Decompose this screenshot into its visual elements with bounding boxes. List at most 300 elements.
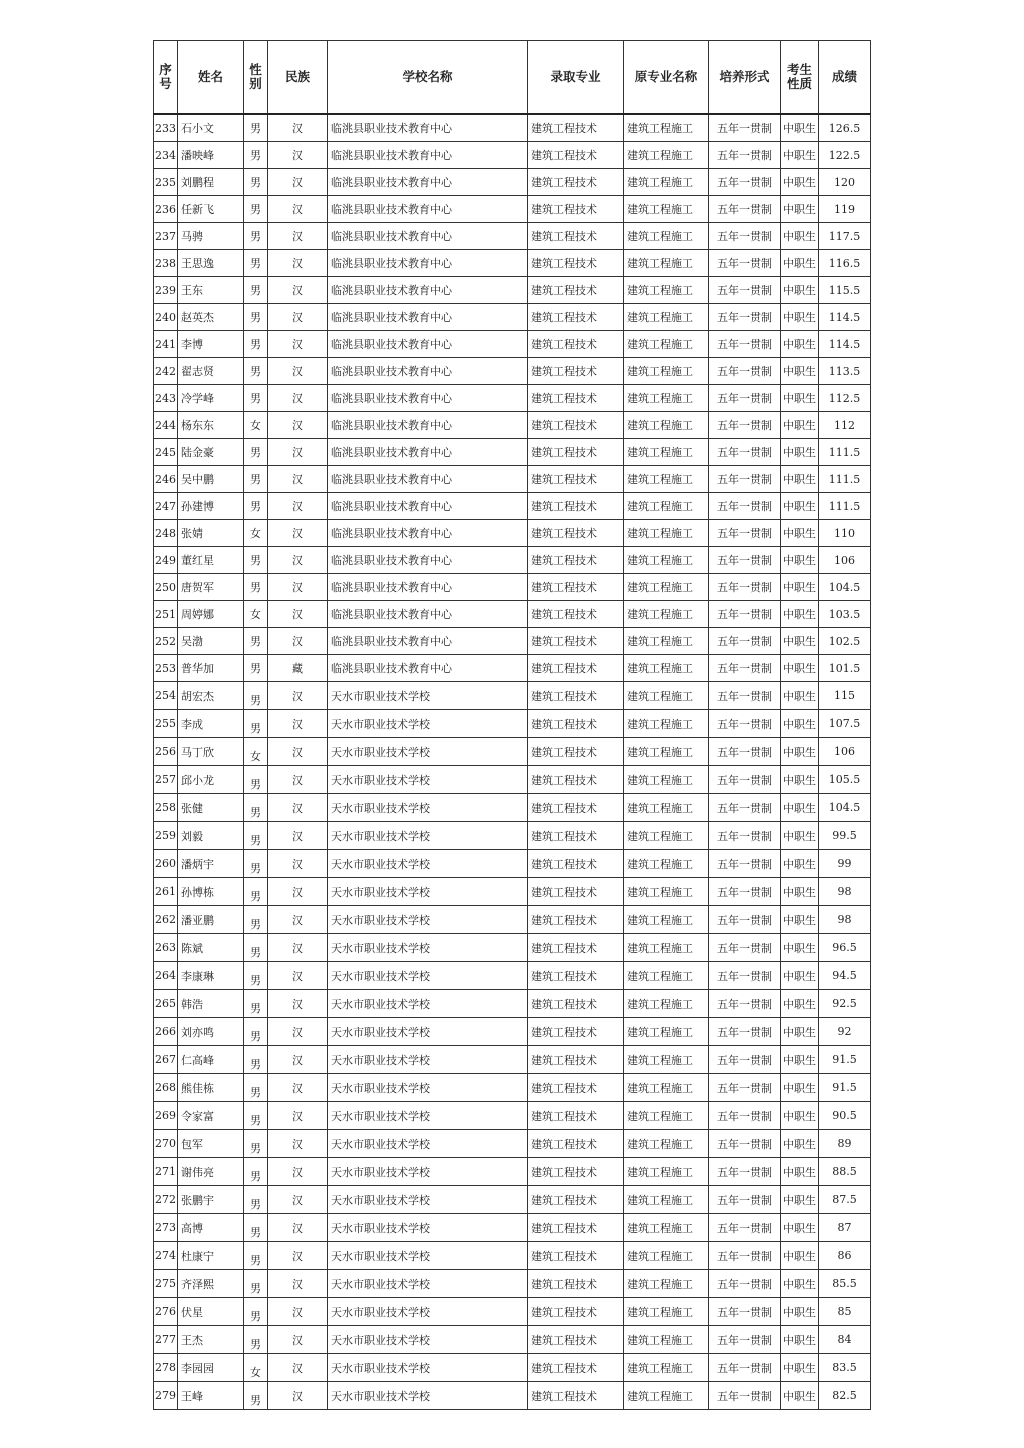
cell-school: 天水市职业技术学校 <box>328 1046 528 1074</box>
cell-type: 中职生 <box>781 574 819 601</box>
cell-no: 274 <box>154 1242 178 1270</box>
cell-name: 潘映峰 <box>178 142 244 169</box>
cell-orig-major: 建筑工程施工 <box>624 196 709 223</box>
cell-ethnic: 汉 <box>268 412 328 439</box>
cell-major: 建筑工程技术 <box>528 493 624 520</box>
cell-sex: 男 <box>244 304 268 331</box>
cell-form: 五年一贯制 <box>709 822 781 850</box>
cell-no: 273 <box>154 1214 178 1242</box>
cell-type: 中职生 <box>781 1186 819 1214</box>
cell-score: 104.5 <box>819 794 871 822</box>
table-row <box>154 385 871 412</box>
cell-ethnic: 汉 <box>268 439 328 466</box>
cell-form: 五年一贯制 <box>709 990 781 1018</box>
cell-ethnic: 汉 <box>268 1102 328 1130</box>
cell-major: 建筑工程技术 <box>528 822 624 850</box>
cell-school: 临洮县职业技术教育中心 <box>328 574 528 601</box>
cell-type: 中职生 <box>781 1354 819 1382</box>
cell-school: 天水市职业技术学校 <box>328 682 528 710</box>
cell-major: 建筑工程技术 <box>528 628 624 655</box>
cell-type: 中职生 <box>781 850 819 878</box>
col-header-type: 考生 性质 <box>781 41 819 115</box>
cell-form: 五年一贯制 <box>709 1046 781 1074</box>
cell-name: 董红星 <box>178 547 244 574</box>
cell-ethnic: 汉 <box>268 250 328 277</box>
cell-no: 261 <box>154 878 178 906</box>
cell-sex: 男 <box>244 1102 268 1130</box>
cell-major: 建筑工程技术 <box>528 766 624 794</box>
cell-no: 268 <box>154 1074 178 1102</box>
cell-sex: 男 <box>244 1046 268 1074</box>
cell-form: 五年一贯制 <box>709 493 781 520</box>
cell-no: 260 <box>154 850 178 878</box>
cell-major: 建筑工程技术 <box>528 1382 624 1410</box>
cell-score: 87 <box>819 1214 871 1242</box>
cell-name: 陈斌 <box>178 934 244 962</box>
cell-orig-major: 建筑工程施工 <box>624 1354 709 1382</box>
cell-form: 五年一贯制 <box>709 1214 781 1242</box>
cell-score: 115 <box>819 682 871 710</box>
cell-major: 建筑工程技术 <box>528 655 624 682</box>
cell-form: 五年一贯制 <box>709 1242 781 1270</box>
table-row <box>154 250 871 277</box>
cell-score: 116.5 <box>819 250 871 277</box>
cell-school: 临洮县职业技术教育中心 <box>328 439 528 466</box>
cell-school: 临洮县职业技术教育中心 <box>328 547 528 574</box>
cell-no: 248 <box>154 520 178 547</box>
col-header-major: 录取专业 <box>528 41 624 115</box>
cell-name: 王思逸 <box>178 250 244 277</box>
cell-orig-major: 建筑工程施工 <box>624 655 709 682</box>
cell-no: 242 <box>154 358 178 385</box>
cell-score: 82.5 <box>819 1382 871 1410</box>
cell-score: 103.5 <box>819 601 871 628</box>
cell-form: 五年一贯制 <box>709 277 781 304</box>
cell-ethnic: 汉 <box>268 1354 328 1382</box>
table-header <box>154 41 871 115</box>
cell-name: 李康琳 <box>178 962 244 990</box>
cell-type: 中职生 <box>781 1130 819 1158</box>
table-row <box>154 277 871 304</box>
cell-school: 临洮县职业技术教育中心 <box>328 520 528 547</box>
cell-ethnic: 汉 <box>268 906 328 934</box>
cell-type: 中职生 <box>781 493 819 520</box>
cell-name: 石小文 <box>178 114 244 142</box>
cell-name: 赵英杰 <box>178 304 244 331</box>
cell-ethnic: 汉 <box>268 1382 328 1410</box>
col-header-name: 姓名 <box>178 41 244 115</box>
cell-name: 马骋 <box>178 223 244 250</box>
cell-orig-major: 建筑工程施工 <box>624 1158 709 1186</box>
cell-orig-major: 建筑工程施工 <box>624 1298 709 1326</box>
cell-type: 中职生 <box>781 169 819 196</box>
cell-score: 115.5 <box>819 277 871 304</box>
cell-orig-major: 建筑工程施工 <box>624 277 709 304</box>
cell-no: 266 <box>154 1018 178 1046</box>
table-row <box>154 962 871 990</box>
cell-major: 建筑工程技术 <box>528 850 624 878</box>
cell-orig-major: 建筑工程施工 <box>624 439 709 466</box>
cell-no: 234 <box>154 142 178 169</box>
table-row <box>154 766 871 794</box>
table-row <box>154 358 871 385</box>
cell-name: 伏星 <box>178 1298 244 1326</box>
cell-no: 239 <box>154 277 178 304</box>
cell-ethnic: 汉 <box>268 1074 328 1102</box>
cell-type: 中职生 <box>781 1326 819 1354</box>
cell-score: 110 <box>819 520 871 547</box>
cell-form: 五年一贯制 <box>709 1354 781 1382</box>
cell-name: 王峰 <box>178 1382 244 1410</box>
cell-type: 中职生 <box>781 1046 819 1074</box>
cell-ethnic: 汉 <box>268 520 328 547</box>
cell-no: 247 <box>154 493 178 520</box>
cell-no: 275 <box>154 1270 178 1298</box>
cell-type: 中职生 <box>781 628 819 655</box>
cell-orig-major: 建筑工程施工 <box>624 358 709 385</box>
cell-score: 101.5 <box>819 655 871 682</box>
cell-ethnic: 汉 <box>268 1018 328 1046</box>
cell-name: 韩浩 <box>178 990 244 1018</box>
cell-score: 99 <box>819 850 871 878</box>
cell-score: 122.5 <box>819 142 871 169</box>
cell-orig-major: 建筑工程施工 <box>624 601 709 628</box>
cell-ethnic: 汉 <box>268 358 328 385</box>
cell-score: 105.5 <box>819 766 871 794</box>
cell-form: 五年一贯制 <box>709 114 781 142</box>
cell-name: 吴渤 <box>178 628 244 655</box>
cell-name: 李成 <box>178 710 244 738</box>
cell-ethnic: 汉 <box>268 466 328 493</box>
cell-score: 88.5 <box>819 1158 871 1186</box>
cell-no: 277 <box>154 1326 178 1354</box>
cell-name: 李园园 <box>178 1354 244 1382</box>
cell-major: 建筑工程技术 <box>528 277 624 304</box>
cell-score: 106 <box>819 738 871 766</box>
cell-ethnic: 汉 <box>268 878 328 906</box>
cell-type: 中职生 <box>781 1270 819 1298</box>
cell-score: 92 <box>819 1018 871 1046</box>
cell-ethnic: 汉 <box>268 574 328 601</box>
cell-ethnic: 汉 <box>268 169 328 196</box>
cell-type: 中职生 <box>781 304 819 331</box>
cell-orig-major: 建筑工程施工 <box>624 1186 709 1214</box>
cell-orig-major: 建筑工程施工 <box>624 1270 709 1298</box>
cell-no: 238 <box>154 250 178 277</box>
cell-sex: 男 <box>244 682 268 710</box>
cell-sex: 男 <box>244 277 268 304</box>
cell-no: 276 <box>154 1298 178 1326</box>
cell-orig-major: 建筑工程施工 <box>624 822 709 850</box>
cell-orig-major: 建筑工程施工 <box>624 1130 709 1158</box>
cell-ethnic: 汉 <box>268 850 328 878</box>
cell-school: 临洮县职业技术教育中心 <box>328 412 528 439</box>
col-header-sex: 性 别 <box>244 41 268 115</box>
cell-major: 建筑工程技术 <box>528 1046 624 1074</box>
cell-form: 五年一贯制 <box>709 878 781 906</box>
col-header-school: 学校名称 <box>328 41 528 115</box>
cell-name: 潘亚鹏 <box>178 906 244 934</box>
cell-sex: 男 <box>244 794 268 822</box>
table-row <box>154 196 871 223</box>
col-header-score: 成绩 <box>819 41 871 115</box>
cell-score: 107.5 <box>819 710 871 738</box>
cell-major: 建筑工程技术 <box>528 412 624 439</box>
cell-school: 天水市职业技术学校 <box>328 1102 528 1130</box>
cell-type: 中职生 <box>781 738 819 766</box>
cell-major: 建筑工程技术 <box>528 934 624 962</box>
cell-no: 241 <box>154 331 178 358</box>
table-row <box>154 822 871 850</box>
cell-no: 278 <box>154 1354 178 1382</box>
cell-type: 中职生 <box>781 990 819 1018</box>
cell-orig-major: 建筑工程施工 <box>624 1018 709 1046</box>
cell-type: 中职生 <box>781 1214 819 1242</box>
cell-orig-major: 建筑工程施工 <box>624 1242 709 1270</box>
table-row <box>154 439 871 466</box>
table-row <box>154 547 871 574</box>
cell-ethnic: 藏 <box>268 655 328 682</box>
cell-ethnic: 汉 <box>268 304 328 331</box>
cell-school: 临洮县职业技术教育中心 <box>328 628 528 655</box>
cell-ethnic: 汉 <box>268 794 328 822</box>
cell-ethnic: 汉 <box>268 682 328 710</box>
cell-sex: 男 <box>244 1074 268 1102</box>
cell-sex: 男 <box>244 850 268 878</box>
cell-form: 五年一贯制 <box>709 1158 781 1186</box>
cell-major: 建筑工程技术 <box>528 1242 624 1270</box>
cell-orig-major: 建筑工程施工 <box>624 493 709 520</box>
cell-orig-major: 建筑工程施工 <box>624 878 709 906</box>
cell-name: 仁高峰 <box>178 1046 244 1074</box>
cell-sex: 男 <box>244 1270 268 1298</box>
cell-name: 杜康宁 <box>178 1242 244 1270</box>
cell-no: 271 <box>154 1158 178 1186</box>
cell-sex: 男 <box>244 766 268 794</box>
table-row <box>154 878 871 906</box>
cell-ethnic: 汉 <box>268 934 328 962</box>
cell-sex: 男 <box>244 1018 268 1046</box>
cell-name: 胡宏杰 <box>178 682 244 710</box>
cell-ethnic: 汉 <box>268 1046 328 1074</box>
cell-major: 建筑工程技术 <box>528 466 624 493</box>
table-row <box>154 1270 871 1298</box>
cell-major: 建筑工程技术 <box>528 990 624 1018</box>
cell-ethnic: 汉 <box>268 1186 328 1214</box>
cell-sex: 男 <box>244 1130 268 1158</box>
cell-ethnic: 汉 <box>268 601 328 628</box>
cell-type: 中职生 <box>781 934 819 962</box>
cell-score: 94.5 <box>819 962 871 990</box>
cell-type: 中职生 <box>781 1382 819 1410</box>
cell-no: 244 <box>154 412 178 439</box>
cell-type: 中职生 <box>781 710 819 738</box>
cell-form: 五年一贯制 <box>709 1270 781 1298</box>
cell-form: 五年一贯制 <box>709 520 781 547</box>
cell-type: 中职生 <box>781 794 819 822</box>
cell-score: 120 <box>819 169 871 196</box>
cell-school: 天水市职业技术学校 <box>328 1130 528 1158</box>
cell-score: 126.5 <box>819 114 871 142</box>
table-row <box>154 1018 871 1046</box>
cell-name: 张健 <box>178 794 244 822</box>
cell-school: 天水市职业技术学校 <box>328 1298 528 1326</box>
cell-major: 建筑工程技术 <box>528 738 624 766</box>
cell-name: 王杰 <box>178 1326 244 1354</box>
table-row <box>154 304 871 331</box>
table-row <box>154 412 871 439</box>
cell-major: 建筑工程技术 <box>528 962 624 990</box>
cell-name: 邱小龙 <box>178 766 244 794</box>
cell-form: 五年一贯制 <box>709 655 781 682</box>
cell-form: 五年一贯制 <box>709 331 781 358</box>
cell-type: 中职生 <box>781 766 819 794</box>
cell-name: 普华加 <box>178 655 244 682</box>
cell-no: 265 <box>154 990 178 1018</box>
cell-major: 建筑工程技术 <box>528 169 624 196</box>
cell-type: 中职生 <box>781 385 819 412</box>
cell-major: 建筑工程技术 <box>528 439 624 466</box>
table-row <box>154 738 871 766</box>
cell-school: 临洮县职业技术教育中心 <box>328 196 528 223</box>
cell-form: 五年一贯制 <box>709 962 781 990</box>
cell-form: 五年一贯制 <box>709 628 781 655</box>
cell-name: 李博 <box>178 331 244 358</box>
table-row <box>154 1074 871 1102</box>
cell-sex: 男 <box>244 169 268 196</box>
cell-school: 临洮县职业技术教育中心 <box>328 114 528 142</box>
cell-type: 中职生 <box>781 1074 819 1102</box>
cell-orig-major: 建筑工程施工 <box>624 331 709 358</box>
cell-orig-major: 建筑工程施工 <box>624 304 709 331</box>
cell-major: 建筑工程技术 <box>528 1270 624 1298</box>
cell-orig-major: 建筑工程施工 <box>624 906 709 934</box>
cell-form: 五年一贯制 <box>709 794 781 822</box>
cell-orig-major: 建筑工程施工 <box>624 1046 709 1074</box>
cell-score: 98 <box>819 906 871 934</box>
cell-school: 天水市职业技术学校 <box>328 1326 528 1354</box>
cell-sex: 男 <box>244 1186 268 1214</box>
cell-school: 天水市职业技术学校 <box>328 1018 528 1046</box>
cell-no: 269 <box>154 1102 178 1130</box>
cell-orig-major: 建筑工程施工 <box>624 1102 709 1130</box>
cell-form: 五年一贯制 <box>709 250 781 277</box>
cell-school: 天水市职业技术学校 <box>328 1074 528 1102</box>
table-row <box>154 1382 871 1410</box>
cell-form: 五年一贯制 <box>709 223 781 250</box>
cell-school: 天水市职业技术学校 <box>328 738 528 766</box>
cell-form: 五年一贯制 <box>709 574 781 601</box>
cell-orig-major: 建筑工程施工 <box>624 574 709 601</box>
table-row <box>154 520 871 547</box>
cell-major: 建筑工程技术 <box>528 1298 624 1326</box>
cell-name: 唐贺军 <box>178 574 244 601</box>
cell-no: 267 <box>154 1046 178 1074</box>
cell-major: 建筑工程技术 <box>528 250 624 277</box>
cell-ethnic: 汉 <box>268 1326 328 1354</box>
cell-name: 张鹏宇 <box>178 1186 244 1214</box>
cell-orig-major: 建筑工程施工 <box>624 710 709 738</box>
cell-ethnic: 汉 <box>268 223 328 250</box>
cell-type: 中职生 <box>781 547 819 574</box>
cell-type: 中职生 <box>781 601 819 628</box>
table-row <box>154 1326 871 1354</box>
cell-form: 五年一贯制 <box>709 439 781 466</box>
cell-no: 263 <box>154 934 178 962</box>
cell-ethnic: 汉 <box>268 628 328 655</box>
cell-sex: 男 <box>244 114 268 142</box>
cell-type: 中职生 <box>781 822 819 850</box>
cell-school: 临洮县职业技术教育中心 <box>328 223 528 250</box>
cell-school: 临洮县职业技术教育中心 <box>328 304 528 331</box>
cell-major: 建筑工程技术 <box>528 1158 624 1186</box>
cell-score: 85.5 <box>819 1270 871 1298</box>
cell-sex: 男 <box>244 990 268 1018</box>
cell-school: 天水市职业技术学校 <box>328 822 528 850</box>
cell-major: 建筑工程技术 <box>528 1214 624 1242</box>
cell-school: 天水市职业技术学校 <box>328 878 528 906</box>
cell-school: 天水市职业技术学校 <box>328 1270 528 1298</box>
cell-score: 114.5 <box>819 304 871 331</box>
cell-sex: 男 <box>244 439 268 466</box>
cell-form: 五年一贯制 <box>709 1130 781 1158</box>
cell-type: 中职生 <box>781 1018 819 1046</box>
cell-orig-major: 建筑工程施工 <box>624 990 709 1018</box>
cell-score: 111.5 <box>819 493 871 520</box>
cell-name: 冷学峰 <box>178 385 244 412</box>
cell-ethnic: 汉 <box>268 331 328 358</box>
cell-school: 天水市职业技术学校 <box>328 1354 528 1382</box>
cell-score: 91.5 <box>819 1074 871 1102</box>
cell-school: 天水市职业技术学校 <box>328 990 528 1018</box>
cell-no: 249 <box>154 547 178 574</box>
cell-score: 90.5 <box>819 1102 871 1130</box>
cell-school: 临洮县职业技术教育中心 <box>328 277 528 304</box>
cell-form: 五年一贯制 <box>709 1102 781 1130</box>
cell-type: 中职生 <box>781 331 819 358</box>
cell-sex: 男 <box>244 250 268 277</box>
table-row <box>154 114 871 142</box>
cell-sex: 男 <box>244 906 268 934</box>
cell-sex: 男 <box>244 331 268 358</box>
cell-major: 建筑工程技术 <box>528 385 624 412</box>
cell-sex: 男 <box>244 710 268 738</box>
cell-sex: 男 <box>244 1298 268 1326</box>
cell-score: 102.5 <box>819 628 871 655</box>
cell-major: 建筑工程技术 <box>528 196 624 223</box>
cell-major: 建筑工程技术 <box>528 358 624 385</box>
cell-type: 中职生 <box>781 1158 819 1186</box>
cell-form: 五年一贯制 <box>709 142 781 169</box>
cell-form: 五年一贯制 <box>709 169 781 196</box>
cell-form: 五年一贯制 <box>709 304 781 331</box>
cell-sex: 男 <box>244 493 268 520</box>
cell-major: 建筑工程技术 <box>528 574 624 601</box>
cell-score: 92.5 <box>819 990 871 1018</box>
cell-form: 五年一贯制 <box>709 710 781 738</box>
table-row <box>154 1214 871 1242</box>
cell-ethnic: 汉 <box>268 822 328 850</box>
cell-sex: 女 <box>244 601 268 628</box>
cell-orig-major: 建筑工程施工 <box>624 738 709 766</box>
table-row <box>154 628 871 655</box>
cell-type: 中职生 <box>781 114 819 142</box>
cell-name: 孙建博 <box>178 493 244 520</box>
cell-no: 236 <box>154 196 178 223</box>
cell-school: 临洮县职业技术教育中心 <box>328 655 528 682</box>
col-header-orig-major: 原专业名称 <box>624 41 709 115</box>
cell-school: 临洮县职业技术教育中心 <box>328 169 528 196</box>
